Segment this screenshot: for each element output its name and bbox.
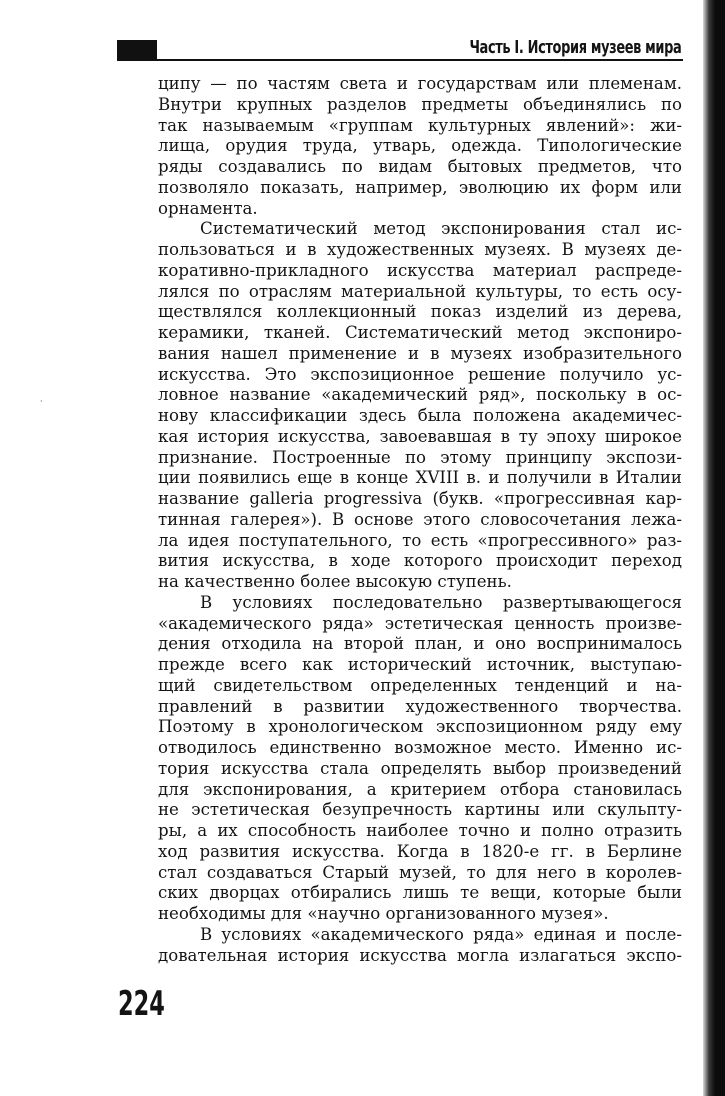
running-head: Часть I. История музеев мира bbox=[469, 37, 681, 58]
text-line: вития искусства, в ходе которого происходит переход bbox=[158, 551, 682, 571]
text-line: В условиях «академического ряда» единая и после- bbox=[200, 924, 682, 944]
header-rule bbox=[117, 59, 683, 61]
body-text bbox=[158, 74, 682, 966]
text-line: довательная история искусства могла излагаться экспо- bbox=[158, 945, 682, 965]
text-line: искусства. Это экспозиционное решение получило ус- bbox=[158, 364, 682, 384]
text-line: коративно-прикладного искусства материал распреде- bbox=[158, 260, 682, 280]
header-block-mark bbox=[117, 40, 157, 60]
text-line: керамики, тканей. Систематический метод экспониро- bbox=[158, 323, 682, 342]
text-line: дения отходила на второй план, и оно воспринималось bbox=[158, 634, 682, 654]
text-line: ход развития искусства. Когда в 1820-е гг. в Берлине bbox=[158, 841, 682, 861]
text-line: необходимы для «научно организованного музея». bbox=[158, 904, 609, 923]
text-line: прежде всего как исторический источник, выступаю- bbox=[158, 655, 682, 674]
text-line: орнамента. bbox=[158, 198, 258, 218]
text-line: не эстетическая безупречность картины или скульпту- bbox=[158, 800, 682, 820]
text-line: стал создаваться Старый музей, то для него в королев- bbox=[158, 862, 682, 882]
text-line: кая история искусства, завоевавшая в ту эпоху широкое bbox=[158, 426, 682, 446]
text-line: щий свидетельством определенных тенденций и на- bbox=[158, 675, 682, 695]
text-line: ла идея поступательного, то есть «прогрессивного» раз- bbox=[158, 530, 682, 550]
text-line: отводилось единственно возможное место. Именно ис- bbox=[158, 738, 682, 757]
text-line: позволяло показать, например, эволюцию их форм или bbox=[158, 177, 682, 197]
text-line: «академического ряда» эстетическая ценность произве- bbox=[158, 613, 682, 633]
text-line: так называемым «группам культурных явлений»: жи- bbox=[158, 115, 682, 135]
text-line: Систематический метод экспонирования стал ис- bbox=[200, 219, 682, 239]
text-line: ских дворцах отбирались лишь те вещи, которые были bbox=[158, 883, 682, 903]
text-line: ципу — по частям света и государствам или племенам. bbox=[158, 74, 682, 93]
text-line: для экспонирования, а критерием отбора становилась bbox=[158, 779, 682, 799]
text-line: название galleria progressiva (букв. «прогрессивная кар- bbox=[158, 489, 682, 508]
text-line: Внутри крупных разделов предметы объединялись по bbox=[158, 94, 682, 114]
text-line: ловное название «академический ряд», поскольку в ос- bbox=[158, 385, 682, 405]
text-line: В условиях последовательно развертывающегося bbox=[200, 592, 682, 612]
text-line: ры, а их способность наиболее точно и полно отразить bbox=[158, 821, 682, 840]
text-line: ществлялся коллекционный показ изделий из дерева, bbox=[158, 302, 682, 322]
text-line: вания нашел применение и в музеях изобразительного bbox=[158, 343, 682, 363]
text-line: ции появились еще в конце XVIII в. и получили в Италии bbox=[158, 468, 682, 488]
text-line: ряды создавались по видам бытовых предметов, что bbox=[158, 157, 682, 176]
text-line: лялся по отраслям материальной культуры, то есть осу- bbox=[158, 281, 682, 301]
text-line: пользоваться и в художественных музеях. В музеях де- bbox=[158, 240, 682, 259]
margin-speck: · bbox=[40, 397, 43, 406]
page-number: 224 bbox=[118, 984, 165, 1024]
text-line: правлений в развитии художественного творчества. bbox=[158, 696, 682, 716]
page-edge-shadow bbox=[703, 0, 725, 1096]
text-line: нову классификации здесь была положена академичес- bbox=[158, 406, 682, 425]
text-line: Поэтому в хронологическом экспозиционном ряду ему bbox=[158, 717, 682, 737]
text-line: тория искусства стала определять выбор произведений bbox=[158, 758, 682, 778]
text-line: лища, орудия труда, утварь, одежда. Типологические bbox=[158, 136, 682, 156]
text-line: тинная галерея»). В основе этого словосочетания лежа- bbox=[158, 509, 682, 529]
text-line: признание. Построенные по этому принципу экспози- bbox=[158, 447, 682, 467]
text-line: на качественно более высокую ступень. bbox=[158, 572, 512, 591]
